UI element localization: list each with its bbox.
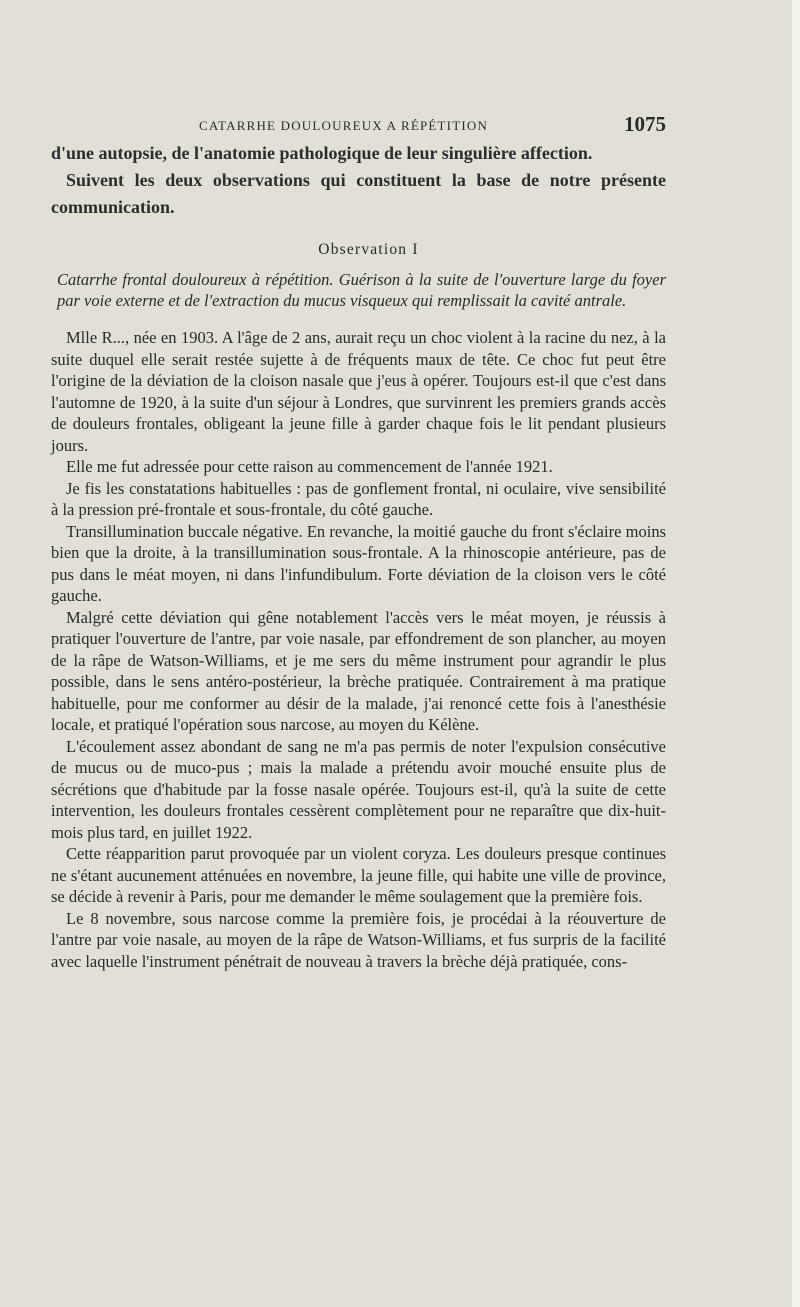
body-paragraph: Transillumination buccale négative. En revanche, la moitié gauche du front s'éclaire moins bien que la droite, à la transillumination sous-frontale. A la rhinoscopie antérieure, pas de pus dans le méat moyen, ni dans l'infundibulum. Forte déviation de la cloison vers le côté gauche. xyxy=(51,521,666,605)
body-paragraph: Elle me fut adressée pour cette raison au commencement de l'année 1921. xyxy=(66,457,553,476)
running-title: CATARRHE DOULOUREUX A RÉPÉTITION xyxy=(199,118,489,133)
body-paragraph: Le 8 novembre, sous narcose comme la première fois, je procédai à la réouverture de l'antre par voie nasale, au moyen de la râpe de Watson-Williams, et fus surpris de la facilité avec laquelle l'instrument pénétrait de nouveau à travers la brèche déjà pratiquée, cons- xyxy=(51,908,666,971)
body-paragraph: L'écoulement assez abondant de sang ne m'a pas permis de noter l'expulsion consécutive de mucus ou de muco-pus ; mais la malade a prétendu avoir mouché ensuite plus de sécrétions que d'habitude par la fosse nasale opérée. Toujours est-il, qu'à la suite de cette intervention, les douleurs frontales cessèrent complètement pour ne reparaître que dix-huit-mois plus tard, en juillet 1922. xyxy=(51,736,666,842)
body-paragraph: Mlle R..., née en 1903. A l'âge de 2 ans, aurait reçu un choc violent à la racine du nez, à la suite duquel elle serait restée sujette à de fréquents maux de tête. Ce choc fut peut être l'origine de la déviation de la cloison nasale que j'eus à opérer. Toujours est-il que c'est dans l'automne de 1920, à la suite d'un séjour à Londres, que survinrent les premiers grands accès de douleurs frontales, obligeant la jeune fille à garder chaque fois le lit pendant plusieurs jours. xyxy=(51,328,666,455)
body-paragraph: Cette réapparition parut provoquée par un violent coryza. Les douleurs presque continues ne s'étant aucunement atténuées en novembre, la jeune fille, qui habite une ville de province, se décide à revenir à Paris, pour me demander le même soulagement que la première fois. xyxy=(51,844,666,906)
page-number: 1075 xyxy=(624,112,666,136)
lead-paragraph: d'une autopsie, de l'anatomie pathologique de leur singulière affection. xyxy=(51,143,593,163)
lead-paragraph: Suivent les deux observations qui constituent la base de notre présente communication. xyxy=(51,170,666,217)
running-head xyxy=(51,112,666,140)
observation-subtitle-text: Catarrhe frontal douloureux à répétition. Guérison à la suite de l'ouverture large du foyer par voie externe et de l'extraction du mucus visqueux qui remplissait la cavité antrale. xyxy=(57,270,666,310)
lead-section xyxy=(51,140,666,221)
body-paragraph: Malgré cette déviation qui gêne notablement l'accès vers le méat moyen, je réussis à pratiquer l'ouverture de l'antre, par voie nasale, par effondrement de son plancher, au moyen de la râpe de Watson-Williams, et je me sers du même instrument pour agrandir le plus possible, dans le sens antéro-postérieur, la brèche pratiquée. Contrairement à ma pratique habituelle, pour me conformer au désir de la malade, j'ai renoncé cette fois à l'anesthésie locale, et pratiqué l'opération sous narcose, au moyen du Kélène. xyxy=(51,607,666,734)
observation-body xyxy=(51,327,666,972)
body-paragraph: Je fis les constatations habituelles : pas de gonflement frontal, ni oculaire, vive sensibilité à la pression pré-frontale et sous-frontale, du côté gauche. xyxy=(51,478,666,519)
observation-subtitle xyxy=(51,269,666,311)
observation-title: Observation I xyxy=(318,241,419,258)
text-column xyxy=(51,112,666,972)
page-edge xyxy=(792,0,800,1307)
